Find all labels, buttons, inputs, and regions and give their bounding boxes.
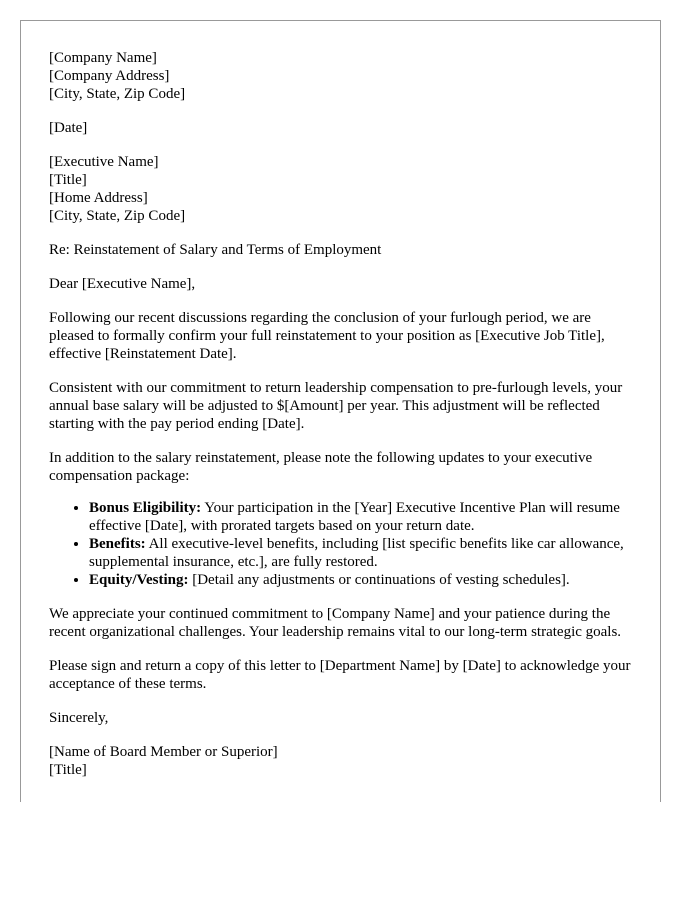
sign-off: Sincerely, bbox=[49, 710, 109, 726]
letter-content bbox=[49, 49, 639, 779]
recipient-title: [Title] bbox=[49, 172, 87, 188]
list-item-label: Bonus Eligibility: bbox=[89, 500, 202, 516]
list-item-text: [Detail any adjustments or continuations of vesting schedules]. bbox=[188, 572, 570, 588]
letter-date: [Date] bbox=[49, 120, 88, 136]
list-item-text: Your participation in the [Year] Executive Incentive Plan will resume effective [Date], with prorated targets based on your return date. bbox=[89, 500, 620, 534]
signature-block bbox=[49, 743, 639, 779]
body-paragraph-package-intro: In addition to the salary reinstatement, please note the following updates to your executive compensation package: bbox=[49, 450, 593, 484]
signatory-name: [Name of Board Member or Superior] bbox=[49, 744, 278, 760]
closing-paragraph-appreciation: We appreciate your continued commitment to [Company Name] and your patience during the recent organizational challenges. Your leadership remains vital to our long-term strategic goals. bbox=[49, 606, 622, 640]
letter-page bbox=[20, 20, 661, 802]
compensation-list bbox=[49, 499, 639, 589]
sender-city-state-zip: [City, State, Zip Code] bbox=[49, 86, 186, 102]
recipient-name: [Executive Name] bbox=[49, 154, 159, 170]
list-item bbox=[89, 535, 639, 571]
subject-line: Re: Reinstatement of Salary and Terms of Employment bbox=[49, 242, 382, 258]
sender-block bbox=[49, 49, 639, 103]
salutation: Dear [Executive Name], bbox=[49, 276, 196, 292]
recipient-home-address: [Home Address] bbox=[49, 190, 148, 206]
list-item bbox=[89, 571, 639, 589]
list-item-label: Benefits: bbox=[89, 536, 146, 552]
list-item bbox=[89, 499, 639, 535]
signatory-title: [Title] bbox=[49, 762, 87, 778]
sender-company-address: [Company Address] bbox=[49, 68, 170, 84]
body-paragraph-salary: Consistent with our commitment to return leadership compensation to pre-furlough levels, your annual base salary will be adjusted to $[Amount] per year. This adjustment will be reflected starting with the pay period ending [Date]. bbox=[49, 380, 623, 432]
body-paragraph-reinstatement: Following our recent discussions regarding the conclusion of your furlough period, we are pleased to formally confirm your full reinstatement to your position as [Executive Job Title], effective [Reinstatement Date]. bbox=[49, 310, 605, 362]
recipient-city-state-zip: [City, State, Zip Code] bbox=[49, 208, 186, 224]
list-item-label: Equity/Vesting: bbox=[89, 572, 189, 588]
list-item-text: All executive-level benefits, including [list specific benefits like car allowance, supplemental insurance, etc.], are fully restored. bbox=[89, 536, 624, 570]
recipient-block bbox=[49, 153, 639, 225]
closing-paragraph-return-copy: Please sign and return a copy of this letter to [Department Name] by [Date] to acknowledge your acceptance of these terms. bbox=[49, 658, 631, 692]
sender-company-name: [Company Name] bbox=[49, 50, 157, 66]
